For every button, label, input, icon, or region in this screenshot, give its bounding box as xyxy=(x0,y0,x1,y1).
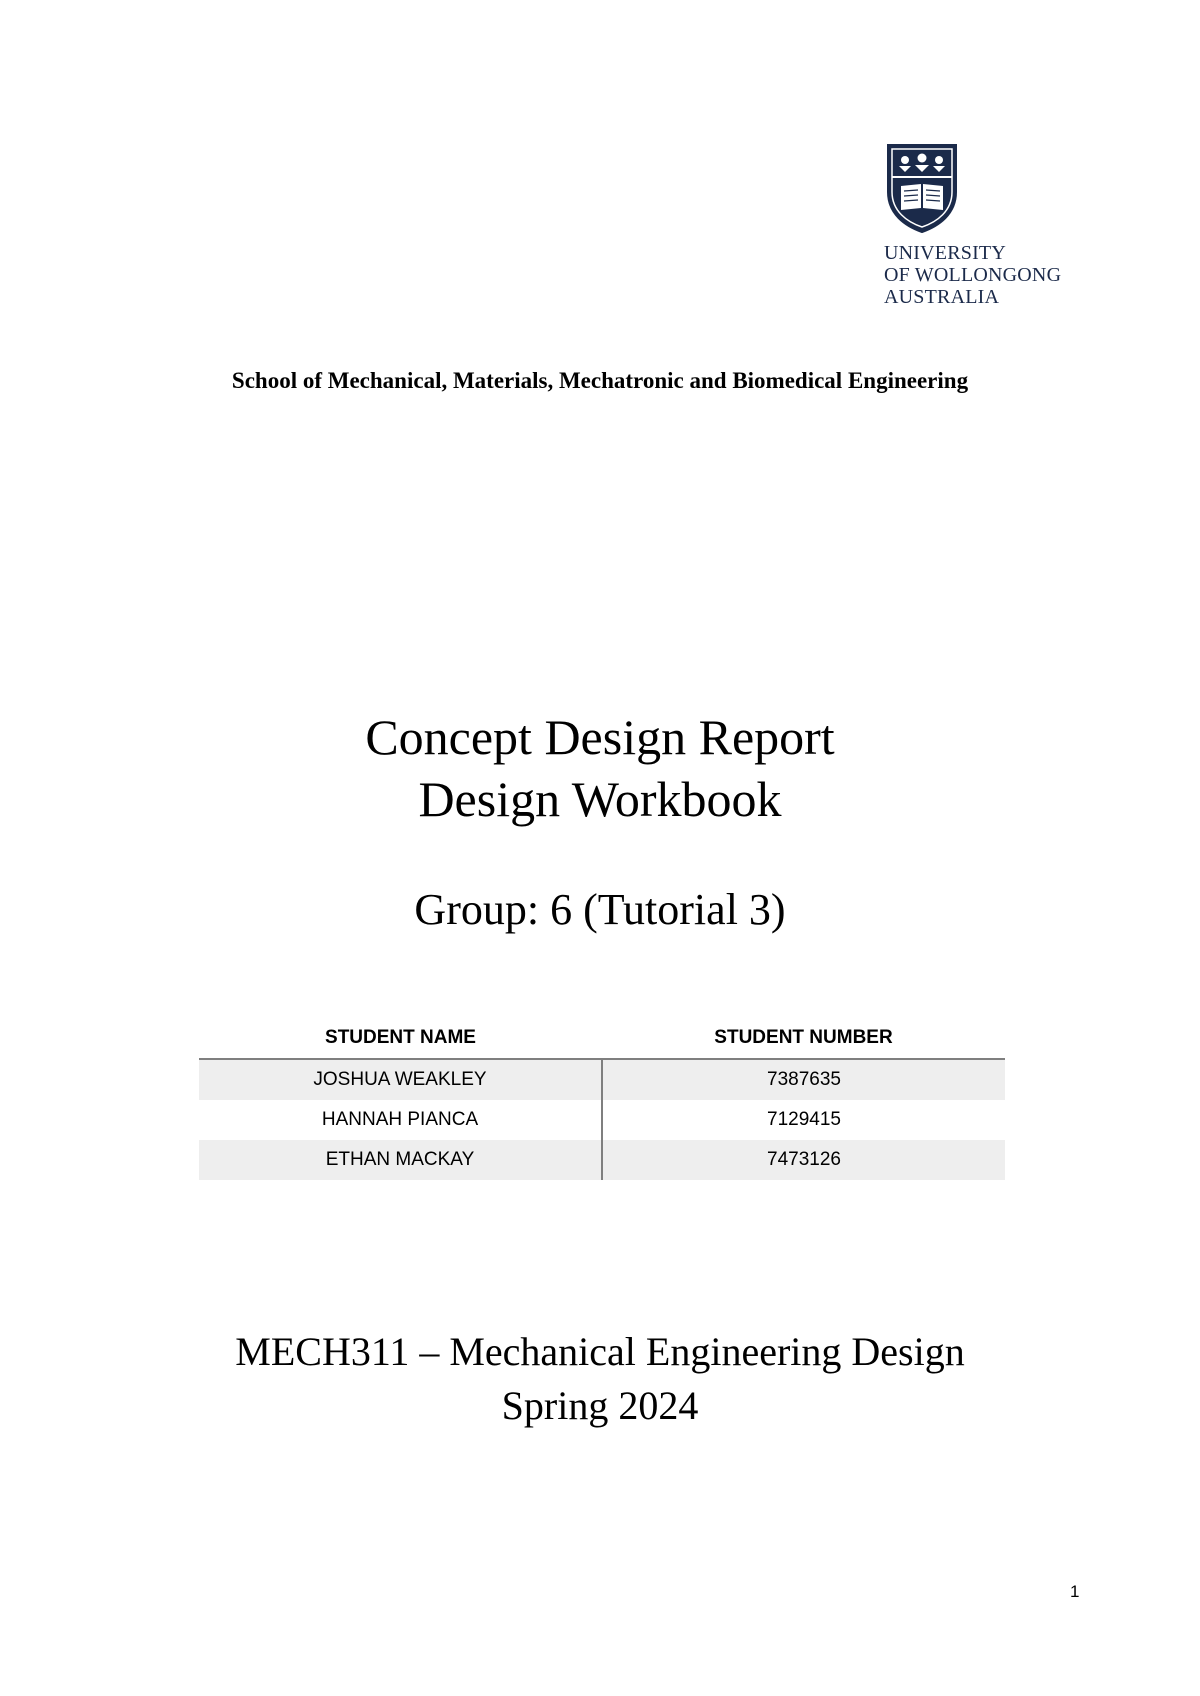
student-name-cell: JOSHUA WEAKLEY xyxy=(199,1059,602,1100)
student-number-cell: 7473126 xyxy=(602,1140,1005,1180)
course-title: MECH311 – Mechanical Engineering Design xyxy=(235,1329,965,1374)
column-header-student-name: STUDENT NAME xyxy=(199,1018,602,1059)
student-table xyxy=(199,1018,1005,1180)
student-name-cell: HANNAH PIANCA xyxy=(199,1100,602,1140)
report-title xyxy=(0,706,1200,830)
course-session: Spring 2024 xyxy=(501,1383,699,1428)
logo-line: UNIVERSITY xyxy=(884,242,1006,264)
group-label: Group: 6 (Tutorial 3) xyxy=(414,885,786,934)
page-number: 1 xyxy=(1070,1582,1080,1601)
student-number-cell: 7387635 xyxy=(602,1059,1005,1100)
logo-line: OF WOLLONGONG xyxy=(884,264,1062,286)
report-title-line1: Concept Design Report xyxy=(365,709,835,765)
university-crest-icon xyxy=(885,142,959,234)
table-header-row xyxy=(199,1018,1005,1059)
student-name-cell: ETHAN MACKAY xyxy=(199,1140,602,1180)
report-title-line2: Design Workbook xyxy=(418,771,782,827)
student-number-cell: 7129415 xyxy=(767,1109,841,1130)
table-row xyxy=(199,1059,1005,1100)
university-logo xyxy=(884,142,1104,308)
course-info xyxy=(0,1325,1200,1433)
column-header-student-number: STUDENT NUMBER xyxy=(602,1018,1005,1059)
table-row xyxy=(199,1100,1005,1140)
table-row xyxy=(199,1140,1005,1180)
school-name: School of Mechanical, Materials, Mechatronic and Biomedical Engineering xyxy=(231,368,969,393)
logo-line: AUSTRALIA xyxy=(884,286,1000,308)
logo-wordmark xyxy=(884,242,1104,308)
